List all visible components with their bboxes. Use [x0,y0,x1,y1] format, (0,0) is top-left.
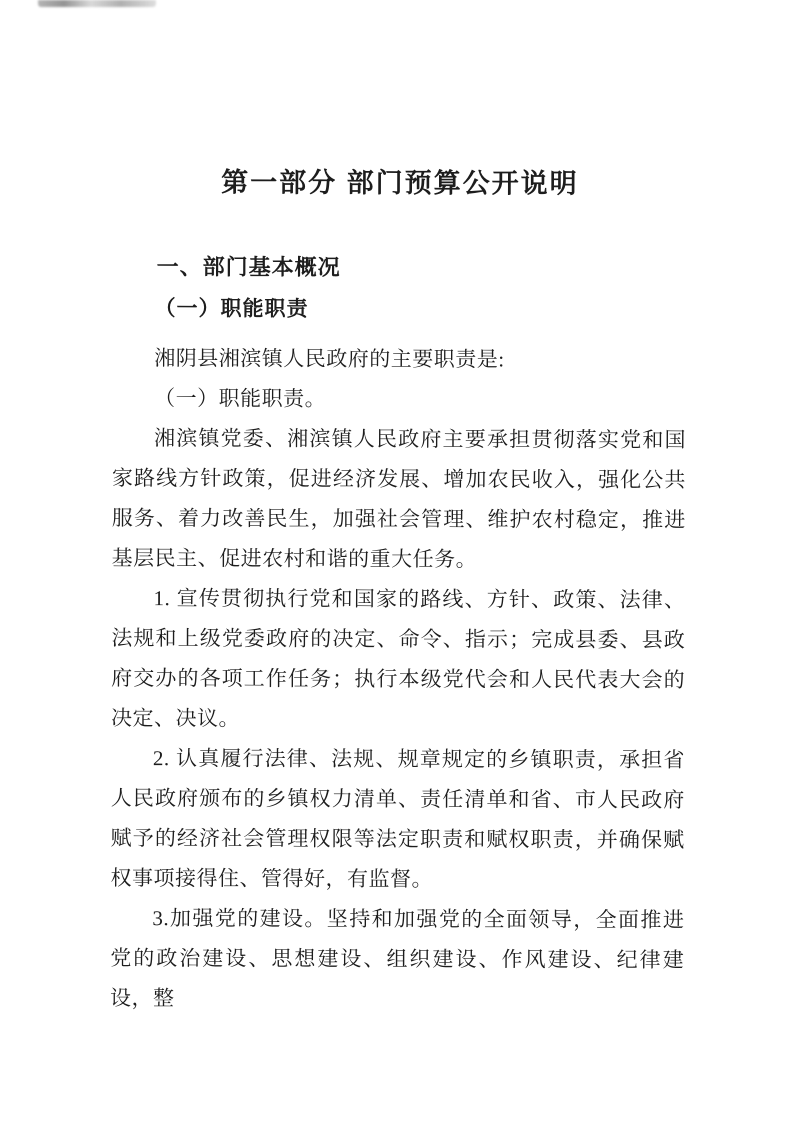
subsection-heading: （一）职能职责 [154,297,309,321]
paragraph-duties-label: （一）职能职责。 [154,386,327,411]
body-text [110,338,686,1020]
paragraph-duties-intro: 湘阴县湘滨镇人民政府的主要职责是: [154,346,505,372]
paragraph-item-2: 2. 认真履行法律、法规、规章规定的乡镇职责，承担省人民政府颁布的乡镇权力清单、责任清单和省、市人民政府赋予的经济社会管理权限等法定职责和赋权职责，并确保赋权事项接得住、管得好，有监督。 [110,746,685,892]
paragraph-item-1: 1. 宣传贯彻执行党和国家的路线、方针、政策、法律、法规和上级党委政府的决定、命令、指示；完成县委、县政府交办的各项工作任务；执行本级党代会和人民代表大会的决定、决议。 [111,586,686,731]
scan-artifact-smudge [38,0,156,7]
paragraph-item-3: 3.加强党的建设。坚持和加强党的全面领导，全面推进党的政治建设、思想建设、组织建设、作风建设、纪律建设，整 [110,906,685,1011]
section-heading: 一、部门基本概况 [156,254,341,280]
paragraph-overview: 湘滨镇党委、湘滨镇人民政府主要承担贯彻落实党和国家路线方针政策，促进经济发展、增加农民收入，强化公共服务、着力改善民生，加强社会管理、维护农村稳定，推进基层民主、促进农村和谐的重大任务。 [111,426,687,572]
document-title: 第一部分 部门预算公开说明 [221,167,579,199]
document-content [110,162,687,1020]
